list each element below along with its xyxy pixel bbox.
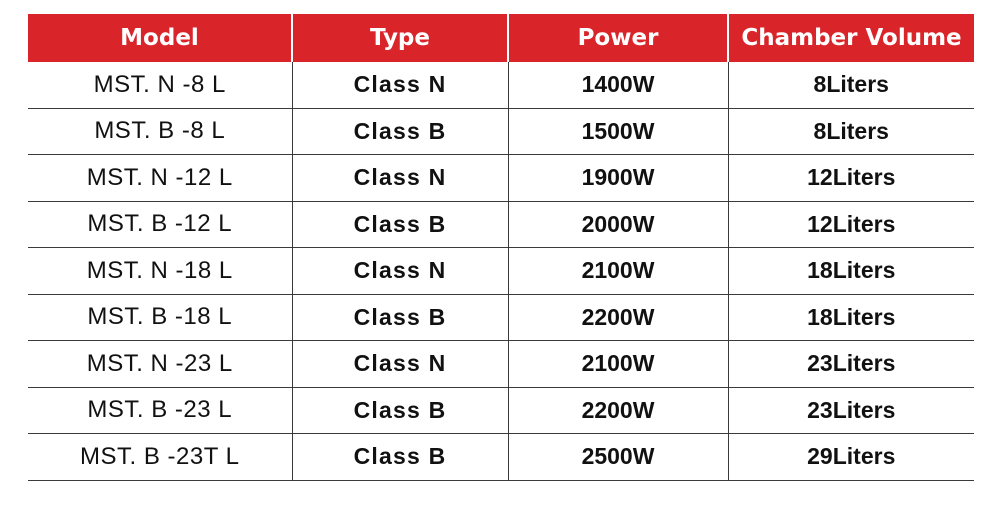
model-cell: MST. B -18 L bbox=[28, 294, 292, 341]
table-header bbox=[28, 14, 974, 62]
volume-cell: 18Liters bbox=[728, 248, 974, 295]
model-cell: MST. B -12 L bbox=[28, 201, 292, 248]
power-cell: 2200W bbox=[508, 294, 728, 341]
model-cell: MST. B -23T L bbox=[28, 434, 292, 481]
volume-cell: 23Liters bbox=[728, 341, 974, 388]
table-row bbox=[28, 62, 974, 108]
power-cell: 2100W bbox=[508, 341, 728, 388]
power-cell: 2000W bbox=[508, 201, 728, 248]
type-cell: Class N bbox=[292, 62, 508, 108]
model-cell: MST. N -8 L bbox=[28, 62, 292, 108]
table-row bbox=[28, 248, 974, 295]
model-cell: MST. N -12 L bbox=[28, 155, 292, 202]
type-cell: Class N bbox=[292, 155, 508, 202]
type-cell: Class N bbox=[292, 341, 508, 388]
type-cell: Class N bbox=[292, 248, 508, 295]
header-chamber-volume: Chamber Volume bbox=[728, 14, 974, 62]
type-cell: Class B bbox=[292, 387, 508, 434]
model-cell: MST. N -23 L bbox=[28, 341, 292, 388]
power-cell: 1900W bbox=[508, 155, 728, 202]
volume-cell: 8Liters bbox=[728, 108, 974, 155]
table-row bbox=[28, 294, 974, 341]
type-cell: Class B bbox=[292, 294, 508, 341]
volume-cell: 29Liters bbox=[728, 434, 974, 481]
power-cell: 1500W bbox=[508, 108, 728, 155]
model-cell: MST. N -18 L bbox=[28, 248, 292, 295]
table-row bbox=[28, 155, 974, 202]
table-row bbox=[28, 201, 974, 248]
table-row bbox=[28, 387, 974, 434]
power-cell: 1400W bbox=[508, 62, 728, 108]
table-row bbox=[28, 341, 974, 388]
power-cell: 2200W bbox=[508, 387, 728, 434]
table-row bbox=[28, 108, 974, 155]
power-cell: 2500W bbox=[508, 434, 728, 481]
header-type: Type bbox=[292, 14, 508, 62]
table-row bbox=[28, 434, 974, 481]
header-model: Model bbox=[28, 14, 292, 62]
type-cell: Class B bbox=[292, 108, 508, 155]
table-body bbox=[28, 62, 974, 480]
volume-cell: 12Liters bbox=[728, 155, 974, 202]
type-cell: Class B bbox=[292, 434, 508, 481]
power-cell: 2100W bbox=[508, 248, 728, 295]
volume-cell: 12Liters bbox=[728, 201, 974, 248]
model-cell: MST. B -8 L bbox=[28, 108, 292, 155]
volume-cell: 23Liters bbox=[728, 387, 974, 434]
volume-cell: 18Liters bbox=[728, 294, 974, 341]
type-cell: Class B bbox=[292, 201, 508, 248]
model-cell: MST. B -23 L bbox=[28, 387, 292, 434]
header-power: Power bbox=[508, 14, 728, 62]
volume-cell: 8Liters bbox=[728, 62, 974, 108]
spec-table bbox=[28, 14, 974, 481]
header-row bbox=[28, 14, 974, 62]
